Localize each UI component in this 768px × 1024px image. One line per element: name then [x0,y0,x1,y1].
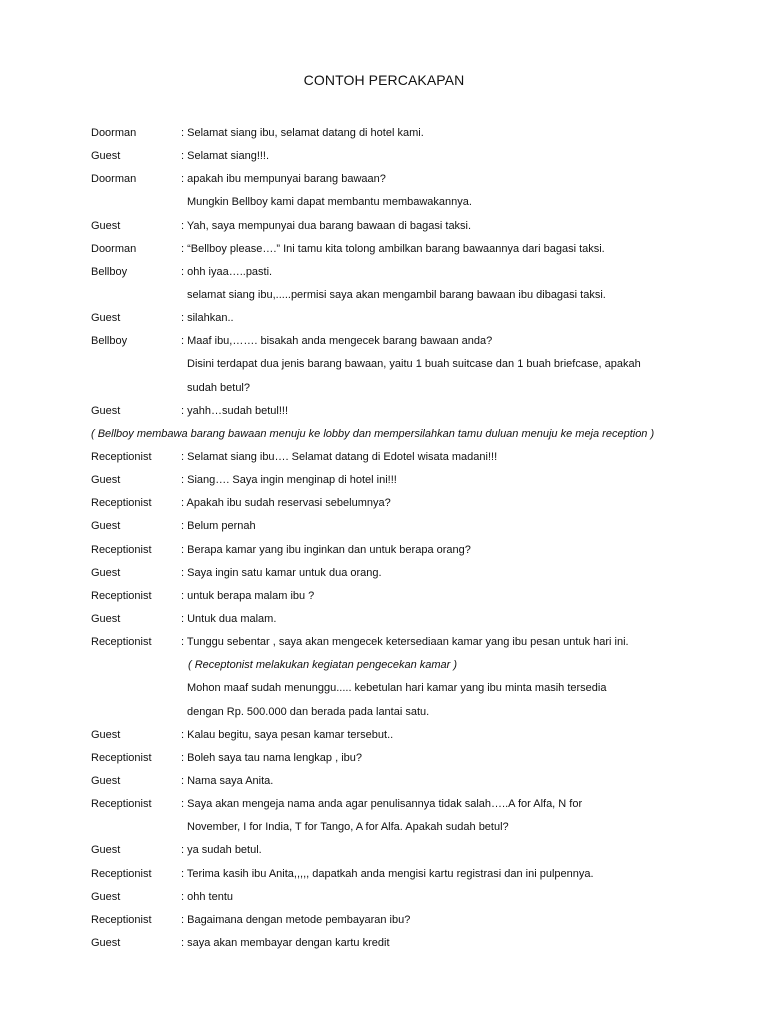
speaker: Guest [91,520,121,533]
dialogue-line [0,331,768,354]
speaker: Bellboy [91,265,128,278]
dialogue-line [0,308,768,331]
dialogue-line [0,239,768,262]
speaker: Guest [91,566,121,579]
dialogue-line [0,493,768,516]
dialogue [0,123,768,956]
speaker: Receptionist [91,589,152,602]
dialogue-line [0,262,768,285]
line-text: November, I for India, T for Tango, A for Alfa. Apakah sudah betul? [187,821,509,834]
dialogue-line-continuation [0,285,768,308]
line-text: : Bagaimana dengan metode pembayaran ibu? [181,913,411,926]
speaker: Guest [91,890,121,903]
line-text: : Siang…. Saya ingin menginap di hotel ini!!! [181,474,397,487]
dialogue-line [0,632,768,655]
dialogue-line [0,864,768,887]
line-text: : Selamat siang!!!. [181,150,270,163]
dialogue-line-continuation [0,678,768,701]
dialogue-line-continuation [0,354,768,377]
dialogue-line [0,933,768,956]
speaker: Receptionist [91,751,152,764]
speaker: Receptionist [91,913,152,926]
dialogue-line [0,401,768,424]
line-text: : ohh tentu [181,890,233,903]
line-text: ( Receptonist melakukan kegiatan pengecekan kamar ) [188,659,458,672]
dialogue-line [0,586,768,609]
dialogue-line [0,771,768,794]
line-text: : Tunggu sebentar , saya akan mengecek ketersediaan kamar yang ibu pesan untuk hari ini. [181,636,629,649]
line-text: : ya sudah betul. [181,844,262,857]
speaker: Guest [91,312,121,325]
dialogue-line [0,123,768,146]
dialogue-line [0,887,768,910]
line-text: ( Bellboy membawa barang bawaan menuju ke lobby dan mempersilahkan tamu duluan menuju ke meja reception ) [91,427,655,440]
line-text: : Saya ingin satu kamar untuk dua orang. [181,566,382,579]
dialogue-line [0,794,768,817]
dialogue-line [0,516,768,539]
dialogue-line [0,563,768,586]
line-text: : Terima kasih ibu Anita,,,,, dapatkah anda mengisi kartu registrasi dan ini pulpennya. [181,867,594,880]
speaker: Receptionist [91,636,152,649]
page-title: CONTOH PERCAKAPAN [303,72,465,88]
line-text: : Kalau begitu, saya pesan kamar tersebut.. [181,728,394,741]
speaker: Guest [91,728,121,741]
line-text: selamat siang ibu,.....permisi saya akan mengambil barang bawaan ibu dibagasi taksi. [187,288,606,301]
speaker: Guest [91,844,121,857]
line-text: : Maaf ibu,……. bisakah anda mengecek barang bawaan anda? [181,335,493,348]
line-text: : Boleh saya tau nama lengkap , ibu? [181,751,363,764]
speaker: Receptionist [91,497,152,510]
line-text: : untuk berapa malam ibu ? [181,589,315,602]
speaker: Doorman [91,242,137,255]
line-text: : Berapa kamar yang ibu inginkan dan untuk berapa orang? [181,543,471,556]
line-text: : Apakah ibu sudah reservasi sebelumnya? [181,497,391,510]
line-text: : yahh…sudah betul!!! [181,404,289,417]
speaker: Guest [91,612,121,625]
speaker: Guest [91,774,121,787]
dialogue-line [0,748,768,771]
line-text: : Selamat siang ibu…. Selamat datang di Edotel wisata madani!!! [181,450,498,463]
dialogue-line-continuation [0,192,768,215]
dialogue-line [0,470,768,493]
speaker: Doorman [91,173,137,186]
dialogue-line-continuation [0,378,768,401]
dialogue-line [0,540,768,563]
speaker: Receptionist [91,798,152,811]
dialogue-line [0,447,768,470]
speaker: Receptionist [91,867,152,880]
line-text: : Selamat siang ibu, selamat datang di hotel kami. [181,127,424,139]
speaker: Doorman [91,127,137,139]
dialogue-line [0,169,768,192]
speaker: Guest [91,219,121,232]
line-text: Mungkin Bellboy kami dapat membantu membawakannya. [187,196,472,209]
line-text: dengan Rp. 500.000 dan berada pada lantai satu. [187,705,430,718]
speaker: Guest [91,404,121,417]
dialogue-line [0,609,768,632]
speaker: Receptionist [91,450,152,463]
dialogue-line [0,216,768,239]
speaker: Receptionist [91,543,152,556]
dialogue-line [0,910,768,933]
line-text: : Nama saya Anita. [181,774,274,787]
line-text: : ohh iyaa…..pasti. [181,265,273,278]
line-text: : Belum pernah [181,520,256,533]
dialogue-line [0,725,768,748]
line-text: : Untuk dua malam. [181,612,277,625]
line-text: Disini terdapat dua jenis barang bawaan, yaitu 1 buah suitcase dan 1 buah briefcase, apakah [187,358,641,371]
stage-direction [0,655,768,678]
line-text: Mohon maaf sudah menunggu..... kebetulan hari kamar yang ibu minta masih tersedia [187,682,607,695]
dialogue-line [0,840,768,863]
line-text: : “Bellboy please….” Ini tamu kita tolong ambilkan barang bawaannya dari bagasi taksi. [181,242,605,255]
line-text: : Yah, saya mempunyai dua barang bawaan di bagasi taksi. [181,219,472,232]
speaker: Guest [91,474,121,487]
line-text: : silahkan.. [181,312,234,325]
speaker: Guest [91,936,121,949]
dialogue-line [0,146,768,169]
speaker: Bellboy [91,335,128,348]
line-text: sudah betul? [187,381,250,394]
speaker: Guest [91,150,121,163]
line-text: : saya akan membayar dengan kartu kredit [181,936,390,949]
dialogue-line-continuation [0,817,768,840]
stage-direction [0,424,768,447]
line-text: : Saya akan mengeja nama anda agar penulisannya tidak salah…..A for Alfa, N for [181,798,583,811]
line-text: : apakah ibu mempunyai barang bawaan? [181,173,386,186]
dialogue-line-continuation [0,702,768,725]
